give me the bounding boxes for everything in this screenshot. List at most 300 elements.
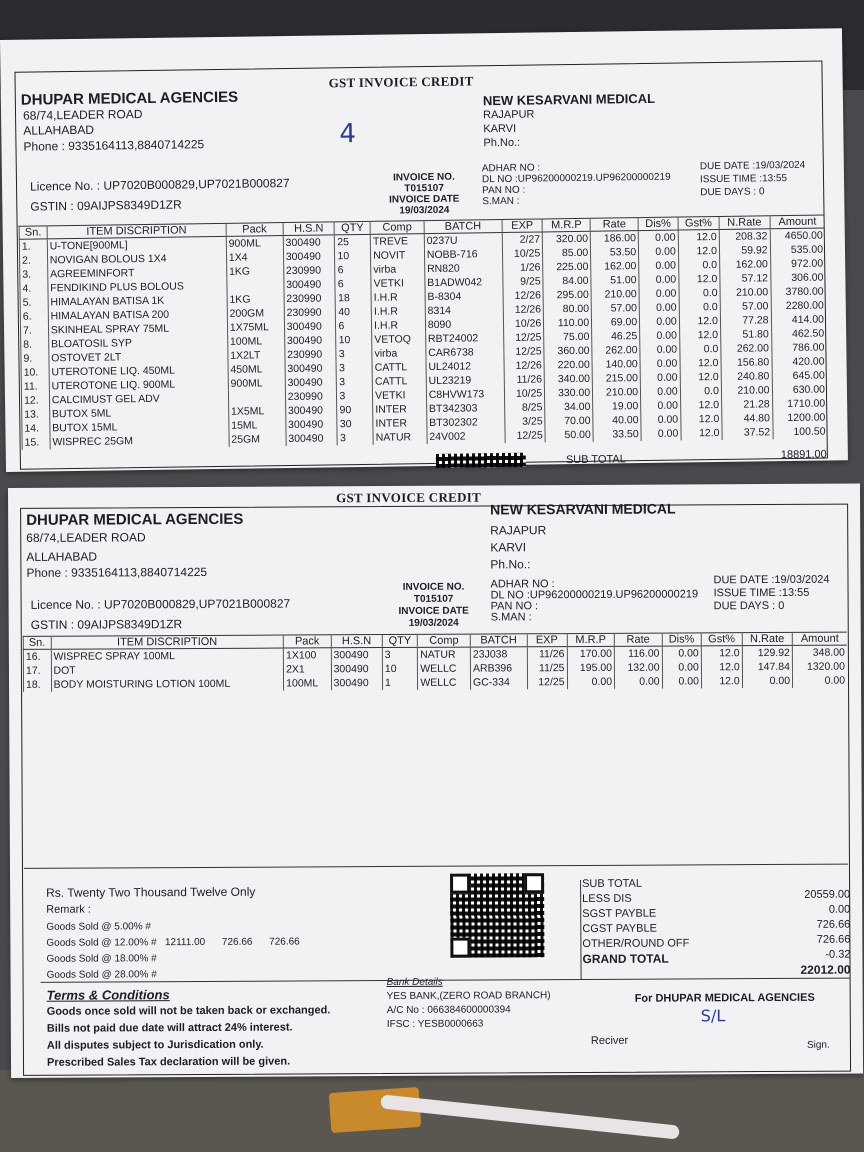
table-cell: 8314 [425, 303, 503, 318]
seller-address-1: 68/74,LEADER ROAD [22, 107, 143, 123]
table-cell: 1 [382, 676, 417, 690]
table-cell: 330.00 [545, 386, 593, 401]
table-cell: 0.00 [639, 245, 679, 260]
column-header: Gst% [678, 216, 719, 230]
table-cell: 3 [337, 375, 373, 389]
table-cell: 12.0 [701, 646, 742, 661]
table-cell: 8. [21, 337, 49, 351]
table-cell: 4650.00 [770, 228, 825, 243]
table-cell: BUTOX 15ML [50, 419, 229, 435]
table-cell: 0.0 [679, 286, 720, 301]
table-cell: 0.0 [680, 384, 721, 399]
table-cell: 16. [23, 649, 51, 664]
table-cell: I.H.R [371, 304, 425, 319]
table-cell: virba [372, 346, 426, 361]
buyer-address-2-2: KARVI [490, 540, 527, 555]
table-cell: BUTOX 5ML [49, 405, 228, 421]
table-cell: 70.00 [545, 414, 593, 429]
subtotal-value-page-1: 18891.00 [780, 448, 827, 462]
table-cell: 12.0 [680, 356, 721, 371]
column-header: Dis% [662, 633, 701, 646]
table-cell: 0.00 [639, 259, 679, 274]
column-header: Sn. [23, 636, 51, 649]
table-cell: 140.00 [592, 357, 640, 372]
table-cell: 12.0 [679, 272, 720, 287]
due-info: DUE DATE :19/03/2024 ISSUE TIME :13:55 DUE DAYS : 0 [699, 159, 806, 199]
table-cell: 262.00 [721, 341, 772, 356]
table-cell: 162.00 [591, 259, 639, 274]
table-cell: INTER [373, 402, 427, 417]
table-cell: 0.00 [662, 660, 701, 674]
table-cell: 1X75ML [227, 320, 284, 335]
table-cell: 208.32 [719, 229, 770, 244]
table-cell: 2/27 [502, 232, 543, 247]
table-cell: 0.00 [742, 674, 792, 688]
column-header: M.R.P [542, 218, 590, 232]
buyer-phone-2: Ph.No.: [490, 557, 531, 572]
column-header: QTY [382, 634, 417, 647]
buyer-address-1-2: RAJAPUR [490, 523, 547, 538]
seller-address-2: ALLAHABAD [23, 122, 95, 138]
table-cell: 230990 [285, 347, 337, 362]
table-cell: 5. [20, 295, 48, 309]
table-cell: 110.00 [544, 316, 592, 331]
table-cell: 10/25 [504, 386, 545, 401]
amount-in-words: Rs. Twenty Two Thousand Twelve Only [46, 884, 256, 900]
column-header: Comp [370, 221, 424, 235]
table-cell: 6 [335, 263, 371, 277]
table-cell: 11. [21, 379, 49, 393]
table-cell: ARB396 [470, 661, 527, 675]
seller-phone: Phone : 9335164113,8840714225 [23, 137, 205, 154]
table-cell: 44.80 [722, 411, 773, 426]
table-cell: 40.00 [593, 413, 641, 428]
invoice-type-title-2: GST INVOICE CREDIT [336, 489, 482, 506]
table-cell: AGREEMINFORT [47, 265, 226, 281]
table-cell: 12/25 [505, 428, 546, 443]
table-cell: 1X2LT [228, 348, 285, 363]
table-cell: 300490 [284, 277, 336, 292]
table-cell: 57.12 [720, 271, 771, 286]
table-cell: 300490 [284, 333, 336, 348]
table-cell: 0.00 [639, 301, 679, 316]
table-cell: 116.00 [614, 646, 662, 661]
table-cell: VETKI [373, 388, 427, 403]
table-cell: 10 [335, 249, 371, 263]
seller-name-2: DHUPAR MEDICAL AGENCIES [26, 510, 244, 529]
table-cell: 19.00 [593, 399, 641, 414]
table-cell: 0.00 [662, 646, 701, 661]
table-cell: 462.50 [771, 326, 826, 341]
table-cell: 15. [22, 435, 50, 449]
table-cell: 156.80 [721, 355, 772, 370]
table-cell: 3. [20, 267, 48, 281]
table-cell: 225.00 [543, 260, 591, 275]
table-cell: 51.80 [720, 327, 771, 342]
table-cell: 300490 [285, 361, 337, 376]
table-cell: 132.00 [614, 661, 662, 675]
table-cell: 12/26 [504, 358, 545, 373]
table-cell: 300490 [331, 662, 382, 676]
table-cell: 18. [23, 678, 51, 692]
table-cell: 10/25 [502, 246, 543, 261]
table-cell: 57.00 [720, 299, 771, 314]
tax-summary: Goods Sold @ 5.00% # Goods Sold @ 12.00% # 12111.00 726.66 726.66 Goods Sold @ 18.00% # Goods Sold @ 28.00% # [46, 921, 300, 981]
table-cell: 12.0 [701, 674, 742, 688]
table-cell: TREVE [370, 234, 424, 249]
table-cell: 1. [19, 239, 47, 254]
table-cell: 1X5ML [228, 404, 285, 419]
table-cell: 3/25 [505, 414, 546, 429]
table-cell: BLOATOSIL SYP [48, 335, 227, 351]
invoice-info-2: INVOICE NO. T015107 INVOICE DATE 19/03/2024 [398, 581, 469, 629]
table-cell: 340.00 [544, 372, 592, 387]
table-cell: 186.00 [590, 231, 638, 246]
table-cell: 59.92 [719, 243, 770, 258]
table-cell: CALCIMUST GEL ADV [49, 391, 228, 407]
table-cell: 220.00 [544, 358, 592, 373]
table-cell: 77.28 [720, 313, 771, 328]
buyer-name-2: NEW KESARVANI MEDICAL [490, 500, 676, 518]
table-cell: 450ML [228, 362, 285, 377]
table-cell: RN820 [424, 261, 502, 276]
table-cell: FENDIKIND PLUS BOLOUS [48, 279, 227, 295]
table-cell: 46.25 [592, 329, 640, 344]
table-cell: 0237U [424, 233, 502, 249]
bank-details: Bank Details YES BANK,(ZERO ROAD BRANCH) A/C No : 066384600000394 IFSC : YESB0000663 [386, 976, 551, 1031]
column-header: Comp [418, 634, 471, 647]
table-cell: 3 [337, 431, 373, 445]
table-cell: WELLC [418, 676, 471, 690]
table-cell: 3 [336, 361, 372, 375]
table-cell: 18 [335, 291, 371, 305]
table-cell: BT342303 [426, 401, 504, 416]
table-cell: 6. [20, 309, 48, 323]
column-header: EXP [502, 219, 543, 233]
table-cell: 12.0 [680, 398, 721, 413]
column-header: M.R.P [567, 633, 615, 646]
table-cell: NOVIGAN BOLOUS 1X4 [47, 251, 226, 267]
table-cell: 12/25 [504, 344, 545, 359]
buyer-address-1: RAJAPUR [483, 108, 535, 122]
qr-code-strip [436, 453, 526, 468]
table-cell: 195.00 [567, 661, 615, 675]
table-cell: 10/26 [503, 316, 544, 331]
table-cell: HIMALAYAN BATISA 1K [48, 293, 227, 309]
table-cell: 11/26 [504, 372, 545, 387]
column-header: H.S.N [283, 222, 335, 236]
table-cell: HIMALAYAN BATISA 200 [48, 307, 227, 323]
terms-list: Goods once sold will not be taken back or exchanged. Bills not paid due date will attract 24% interest. All disputes subject to Jurisdication only. Prescribed Sales Tax declaration will be given. [46, 1004, 331, 1069]
table-cell: INTER [373, 416, 427, 431]
table-cell: 2. [19, 253, 47, 267]
due-info-2: DUE DATE :19/03/2024 ISSUE TIME :13:55 DUE DAYS : 0 [713, 573, 830, 613]
table-cell: 306.00 [770, 270, 825, 285]
table-cell: 51.00 [591, 273, 639, 288]
table-cell: 200GM [227, 306, 284, 321]
invoice-type-title: GST INVOICE CREDIT [328, 73, 474, 91]
column-header: Amount [792, 632, 847, 645]
table-cell: 12.0 [679, 314, 720, 329]
table-cell: WISPREC 25GM [50, 433, 229, 449]
buyer-ids: ADHAR NO : DL NO :UP96200000219.UP96200000219 PAN NO : S.MAN : [481, 162, 671, 208]
seller-address-2-2: ALLAHABAD [26, 549, 98, 564]
table-cell: 17. [23, 664, 51, 678]
column-header: N.Rate [719, 216, 770, 230]
table-cell: 300490 [285, 375, 337, 390]
table-cell: 3 [382, 647, 417, 662]
table-cell: 12/25 [503, 330, 544, 345]
table-cell: 900ML [228, 376, 285, 391]
table-cell: 3 [337, 389, 373, 403]
table-cell: 162.00 [720, 257, 771, 272]
table-cell: 37.52 [722, 425, 773, 440]
column-header: BATCH [424, 220, 502, 234]
column-header: EXP [527, 634, 567, 647]
table-cell: OSTOVET 2LT [49, 349, 228, 365]
table-cell: 4. [20, 281, 48, 295]
table-cell: CATTL [372, 360, 426, 375]
table-cell: 12.0 [679, 328, 720, 343]
invoice-page-1 [0, 28, 848, 472]
table-cell: 23J038 [470, 647, 527, 662]
table-cell: CATTL [372, 374, 426, 389]
table-cell: 210.00 [591, 287, 639, 302]
table-cell: 15ML [229, 418, 286, 433]
table-cell: 300490 [286, 431, 338, 446]
table-cell: 0.0 [680, 342, 721, 357]
table-cell: RBT24002 [425, 331, 503, 346]
table-cell: BODY MOISTURING LOTION 100ML [51, 677, 284, 692]
table-cell: 9. [21, 351, 49, 365]
table-cell: 13. [22, 407, 50, 421]
items-table-page-2 [23, 632, 847, 692]
table-cell: 230990 [284, 291, 336, 306]
column-header: Gst% [701, 633, 742, 646]
table-cell: 100ML [227, 334, 284, 349]
table-cell: CAR6738 [426, 345, 504, 360]
table-cell: 300490 [284, 319, 336, 334]
gstin-line: GSTIN : 09AIJPS8349D1ZR [30, 197, 182, 214]
table-cell: 1/26 [502, 260, 543, 275]
table-cell: 0.00 [639, 273, 679, 288]
invoice-info: INVOICE NO. T015107 INVOICE DATE 19/03/2024 [388, 171, 460, 217]
table-cell: I.H.R [372, 318, 426, 333]
table-cell: I.H.R [371, 290, 425, 305]
remark-label: Remark : [46, 903, 91, 916]
table-cell: 0.00 [567, 675, 615, 689]
table-cell: 10 [336, 333, 372, 347]
subtotal-label-page-1: SUB TOTAL [565, 453, 626, 467]
receiver-label: Reciver [590, 1034, 629, 1047]
column-header: N.Rate [742, 632, 792, 645]
table-cell: 57.00 [591, 301, 639, 316]
table-cell: 230990 [283, 263, 335, 278]
table-cell: 34.00 [545, 400, 593, 415]
table-cell: 972.00 [770, 257, 825, 272]
table-cell: 90 [337, 403, 373, 417]
table-cell: 12/25 [527, 675, 567, 689]
table-cell: U-TONE[900ML] [47, 236, 226, 253]
table-cell: GC-334 [471, 675, 528, 689]
table-cell: UL24012 [426, 359, 504, 374]
licence-line-2: Licence No. : UP7020B000829,UP7021B000827 [30, 596, 291, 612]
buyer-ids-2: ADHAR NO : DL NO :UP96200000219.UP96200000219 PAN NO : S.MAN : [490, 578, 699, 624]
table-cell: 75.00 [544, 330, 592, 345]
table-cell: B-8304 [425, 289, 503, 304]
table-cell: 0.00 [640, 357, 680, 372]
table-cell: 11/26 [527, 647, 567, 662]
table-cell: 12. [21, 393, 49, 407]
table-cell: BT302302 [427, 415, 505, 430]
table-cell: 25GM [229, 432, 286, 447]
table-cell: 0.0 [678, 258, 719, 273]
table-cell: 85.00 [543, 246, 591, 261]
table-cell: 100.50 [773, 424, 828, 439]
table-cell: UL23219 [426, 373, 504, 388]
handwritten-signature: S/L [700, 1006, 726, 1026]
table-cell: 40 [336, 305, 372, 319]
table-cell: 0.00 [641, 385, 681, 400]
table-cell: 6 [335, 277, 371, 291]
table-cell: 129.92 [742, 645, 792, 660]
table-cell: 230990 [285, 389, 337, 404]
table-cell: 3 [336, 347, 372, 361]
table-cell: 12.0 [678, 229, 719, 244]
table-cell: 210.00 [720, 285, 771, 300]
table-cell: 0.00 [640, 329, 680, 344]
gstin-line-2: GSTIN : 09AIJPS8349D1ZR [30, 617, 183, 632]
table-cell: 8090 [425, 317, 503, 332]
column-header: ITEM DISCRIPTION [47, 223, 226, 238]
table-cell: 0.00 [662, 674, 701, 688]
table-cell: 100ML [284, 676, 332, 690]
table-cell: 12.0 [680, 370, 721, 385]
table-cell: 0.00 [641, 413, 681, 428]
table-cell: 2X1 [284, 662, 332, 676]
table-cell: 53.50 [591, 245, 639, 260]
table-cell: 300490 [285, 403, 337, 418]
table-cell: 360.00 [544, 344, 592, 359]
column-header: BATCH [470, 634, 527, 647]
table-cell: 147.84 [742, 660, 792, 674]
table-cell: VETKI [371, 276, 425, 291]
table-cell [227, 278, 284, 293]
column-header: Amount [770, 215, 825, 229]
licence-line: Licence No. : UP7020B000829,UP7021B000827 [29, 175, 290, 194]
table-cell: 10. [21, 365, 49, 379]
handwritten-page-number: 4 [339, 119, 357, 150]
table-cell: NATUR [373, 430, 427, 445]
table-cell: 30 [337, 417, 373, 431]
column-header: Pack [226, 223, 283, 237]
table-cell: 215.00 [592, 371, 640, 386]
seller-phone-2: Phone : 9335164113,8840714225 [26, 564, 208, 580]
table-cell: 11/25 [527, 661, 567, 675]
table-cell: NOVIT [371, 248, 425, 263]
table-cell [228, 390, 285, 405]
seller-name: DHUPAR MEDICAL AGENCIES [20, 88, 239, 109]
table-cell: 1KG [226, 264, 283, 279]
table-cell: 14. [22, 421, 50, 435]
table-cell: 262.00 [592, 343, 640, 358]
table-cell: 0.00 [638, 230, 678, 245]
column-header: Pack [283, 635, 331, 648]
table-cell: 420.00 [772, 354, 827, 369]
table-cell: 295.00 [543, 288, 591, 303]
table-cell: 6 [336, 319, 372, 333]
table-cell: 12.0 [678, 244, 719, 259]
table-cell: 12.0 [681, 426, 722, 441]
table-cell: 786.00 [771, 340, 826, 355]
table-cell: 170.00 [567, 646, 615, 661]
table-cell: 320.00 [542, 231, 590, 246]
table-cell: 0.00 [615, 675, 663, 689]
table-cell: C8HVW173 [426, 387, 504, 402]
table-cell: 9/25 [503, 274, 544, 289]
table-cell: 300490 [283, 235, 335, 250]
table-cell: UTEROTONE LIQ. 450ML [49, 363, 228, 379]
table-cell: 0.00 [641, 399, 681, 414]
table-cell: 84.00 [543, 274, 591, 289]
table-cell: 12.0 [701, 660, 742, 674]
buyer-phone: Ph.No.: [483, 136, 521, 150]
table-cell: 24V002 [427, 429, 505, 444]
invoice-page-2 [8, 484, 863, 1078]
table-cell: 69.00 [592, 315, 640, 330]
table-cell: 7. [20, 323, 48, 337]
table-cell: 1X4 [226, 250, 283, 265]
table-cell: 900ML [226, 236, 283, 251]
table-cell: 240.80 [721, 369, 772, 384]
table-cell: 645.00 [772, 368, 827, 383]
column-header: Rate [614, 633, 662, 646]
column-header: H.S.N [331, 635, 382, 648]
table-cell: UTEROTONE LIQ. 900ML [49, 377, 228, 393]
table-cell: WISPREC SPRAY 100ML [51, 648, 284, 664]
terms-heading: Terms & Conditions [46, 987, 170, 1003]
column-header: Rate [590, 218, 638, 232]
table-cell: 630.00 [772, 382, 827, 397]
table-cell: 300490 [331, 648, 382, 663]
table-cell: 230990 [284, 305, 336, 320]
table-cell: 300490 [283, 249, 335, 264]
totals-values: 20559.00 0.00 726.66 726.66 -0.32 22012.00 [800, 888, 851, 977]
table-cell: 1320.00 [792, 660, 847, 674]
table-cell: 1710.00 [772, 396, 827, 411]
table-cell: virba [371, 262, 425, 277]
table-cell: 1200.00 [772, 410, 827, 425]
column-header: ITEM DISCRIPTION [51, 635, 284, 649]
sign-label: Sign. [806, 1039, 830, 1051]
table-cell: 12.0 [680, 412, 721, 427]
items-table-page-1 [19, 215, 828, 450]
table-cell: 348.00 [792, 645, 847, 660]
buyer-name: NEW KESARVANI MEDICAL [482, 90, 656, 109]
for-company-label: For DHUPAR MEDICAL AGENCIES [634, 991, 815, 1005]
table-cell: 414.00 [771, 312, 826, 327]
table-cell: 1KG [227, 292, 284, 307]
table-cell: 2280.00 [771, 298, 826, 313]
table-cell: NOBB-716 [424, 247, 502, 262]
table-cell: NATUR [418, 647, 471, 662]
table-cell: 535.00 [770, 243, 825, 258]
column-header: QTY [335, 221, 371, 234]
table-cell: 0.00 [640, 343, 680, 358]
background-desk [0, 1070, 864, 1152]
buyer-address-2: KARVI [483, 122, 517, 136]
column-header: Dis% [638, 217, 678, 231]
